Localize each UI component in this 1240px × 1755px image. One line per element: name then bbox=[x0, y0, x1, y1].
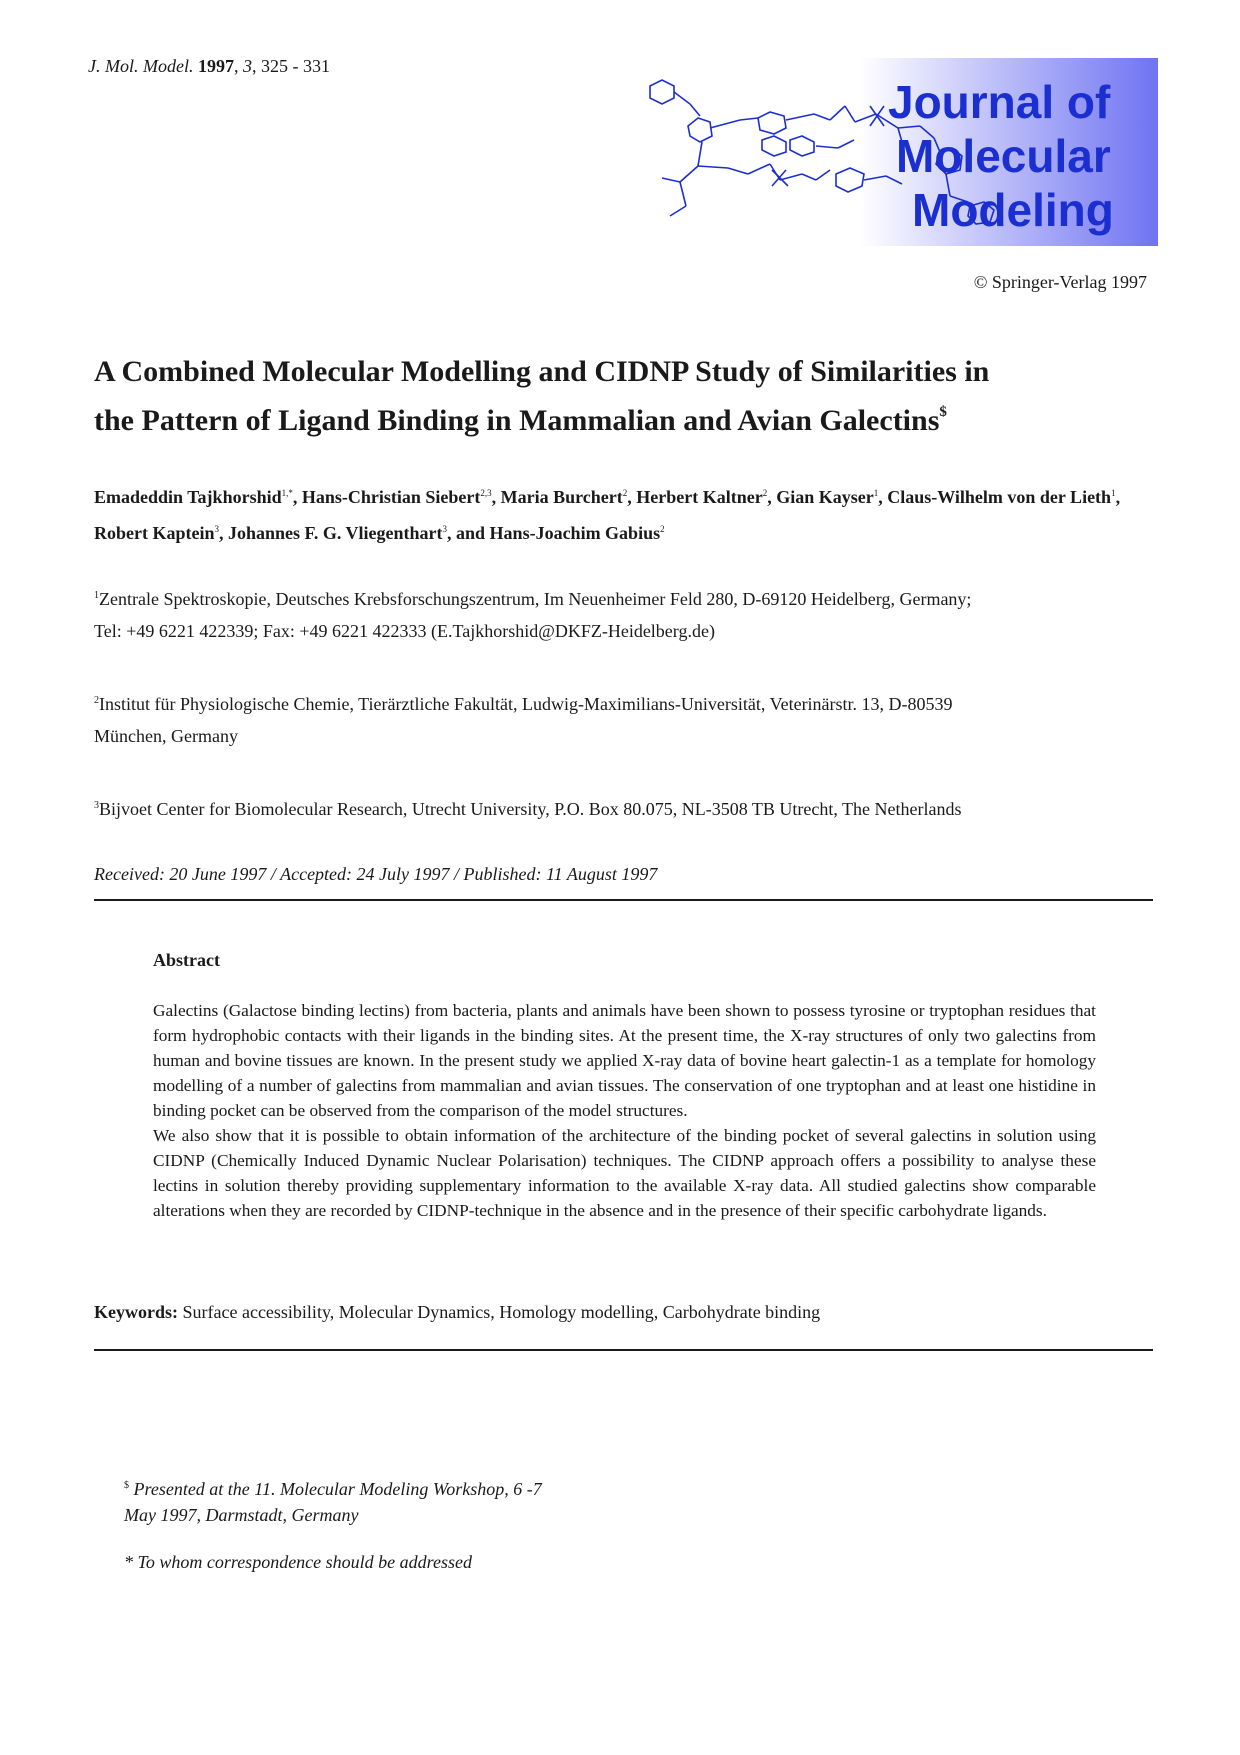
affiliation-line: Tel: +49 6221 422339; Fax: +49 6221 422333 (E.Tajkhorshid@DKFZ-Heidelberg.de) bbox=[94, 621, 715, 641]
author: Emadeddin Tajkhorshid bbox=[94, 487, 282, 507]
citation-pages: 325 - 331 bbox=[260, 56, 330, 76]
abstract-paragraph: We also show that it is possible to obtain information of the architecture of the binding pocket of several galectins in solution using CIDNP (Chemically Induced Dynamic Nuclear Polarisation) techniques. The CIDNP approach offers a possibility to analyse these lectins in solution thereby providing supplementary information to the available X-ray data. All studied galectins show comparable alterations when they are recorded by CIDNP-technique in the absence and in the presence of their specific carbohydrate ligands. bbox=[153, 1126, 1096, 1220]
affiliation-text: Bijvoet Center for Biomolecular Research, Utrecht University, P.O. Box 80.075, NL-3508 TB Utrecht, The Netherlands bbox=[99, 799, 962, 819]
footnote-mark: $ bbox=[124, 1480, 129, 1491]
abstract-heading: Abstract bbox=[153, 950, 220, 970]
title-footnote-mark: $ bbox=[939, 404, 947, 420]
author-affiliation-mark: 3 bbox=[214, 524, 219, 534]
author: Robert Kaptein bbox=[94, 523, 215, 543]
author: Johannes F. G. Vliegenthart bbox=[228, 523, 443, 543]
affiliation-text: Institut für Physiologische Chemie, Tierärztliche Fakultät, Ludwig-Maximilians-Universität, Veterinärstr. 13, D-80539 bbox=[99, 694, 953, 714]
divider-bottom bbox=[94, 1349, 1153, 1351]
keywords-text: Surface accessibility, Molecular Dynamics, Homology modelling, Carbohydrate binding bbox=[182, 1302, 821, 1322]
author-affiliation-mark: 1 bbox=[873, 488, 879, 498]
paper-title bbox=[94, 351, 1154, 441]
author-affiliation-mark: 2,3 bbox=[480, 488, 492, 498]
author-affiliation-mark: 2 bbox=[660, 524, 665, 534]
affiliation-text: Zentrale Spektroskopie, Deutsches Krebsforschungszentrum, Im Neuenheimer Feld 280, D-69120 Heidelberg, Germany; bbox=[99, 589, 972, 609]
affiliation-line bbox=[94, 790, 1154, 825]
journal-citation: J. Mol. Model. 1997, 3, 325 - 331 bbox=[88, 56, 330, 76]
affiliation-line bbox=[94, 685, 1154, 720]
footnote-line bbox=[124, 1473, 684, 1502]
author: Hans-Christian Siebert bbox=[301, 487, 481, 507]
affiliation-line: München, Germany bbox=[94, 726, 238, 746]
journal-logo-graphic bbox=[640, 56, 1160, 248]
journal-logo bbox=[640, 56, 1160, 248]
author: and Hans-Joachim Gabius bbox=[456, 523, 661, 543]
abstract-paragraph: Galectins (Galactose binding lectins) from bacteria, plants and animals have been shown to possess tyrosine or tryptophan residues that form hydrophobic contacts with their ligands in the binding sites. At the present time, the X-ray structures of only two galectins from human and bovine tissues are known. In the present study we applied X-ray data of bovine heart galectin-1 as a template for homology modelling of a number of galectins from mammalian and avian tissues. The conservation of one tryptophan and at least one histidine in binding pocket can be observed from the comparison of the model structures. bbox=[153, 1001, 1096, 1120]
author: Maria Burchert bbox=[500, 487, 623, 507]
journal-name: J. Mol. Model. bbox=[88, 56, 194, 76]
affiliation-1 bbox=[94, 580, 1154, 647]
author: Herbert Kaltner bbox=[636, 487, 763, 507]
footnote-line: May 1997, Darmstadt, Germany bbox=[124, 1505, 359, 1525]
title-line-1: A Combined Molecular Modelling and CIDNP Study of Similarities in bbox=[94, 355, 990, 388]
citation-volume: 3 bbox=[242, 56, 252, 76]
title-line-2 bbox=[94, 392, 1154, 441]
citation-year: 1997 bbox=[197, 56, 234, 76]
abstract-body bbox=[153, 998, 1096, 1223]
affiliation-number: 1 bbox=[94, 590, 99, 601]
title-line-2-text: the Pattern of Ligand Binding in Mammalian and Avian Galectins bbox=[94, 404, 940, 437]
author-affiliation-mark: 2 bbox=[762, 488, 768, 498]
author: Claus-Wilhelm von der Lieth bbox=[887, 487, 1112, 507]
keywords-label: Keywords: bbox=[94, 1302, 178, 1322]
author: Gian Kayser bbox=[776, 487, 874, 507]
affiliation-number: 2 bbox=[94, 695, 99, 706]
author-affiliation-mark: 2 bbox=[622, 488, 628, 498]
author-affiliation-mark: 3 bbox=[442, 524, 448, 534]
keywords bbox=[94, 1302, 820, 1323]
logo-text-line3: Modeling bbox=[912, 184, 1114, 236]
affiliation-3 bbox=[94, 790, 1154, 825]
footnote-correspondence: * To whom correspondence should be addressed bbox=[124, 1552, 472, 1572]
affiliation-2 bbox=[94, 685, 1154, 752]
affiliation-number: 3 bbox=[94, 800, 99, 811]
logo-text-line1: Journal of bbox=[888, 76, 1111, 128]
footnote-presented bbox=[124, 1473, 684, 1528]
author-affiliation-mark: 1,* bbox=[281, 488, 293, 498]
footnote-text: Presented at the 11. Molecular Modeling Workshop, 6 -7 bbox=[133, 1479, 542, 1499]
logo-text-line2: Molecular bbox=[896, 130, 1111, 182]
affiliation-line bbox=[94, 580, 1154, 615]
publication-dates: Received: 20 June 1997 / Accepted: 24 July 1997 / Published: 11 August 1997 bbox=[94, 864, 658, 884]
divider-top bbox=[94, 899, 1153, 901]
copyright-notice: © Springer-Verlag 1997 bbox=[973, 272, 1147, 292]
author-affiliation-mark: 1 bbox=[1111, 488, 1116, 498]
author-list: Emadeddin Tajkhorshid$^{1,*}$, Hans-Christian Siebert$^{2,3}$, Maria Burchert$^2$, Herbert Kaltner$^2$, Gian Kayser$^1$, Claus-Wilhelm von der Lieth$^1$, Robert Kaptein$^3$, Johannes F. G. Vliegenthart$^3$, and Hans-Joachim Gabius$^2$ bbox=[94, 487, 1121, 543]
